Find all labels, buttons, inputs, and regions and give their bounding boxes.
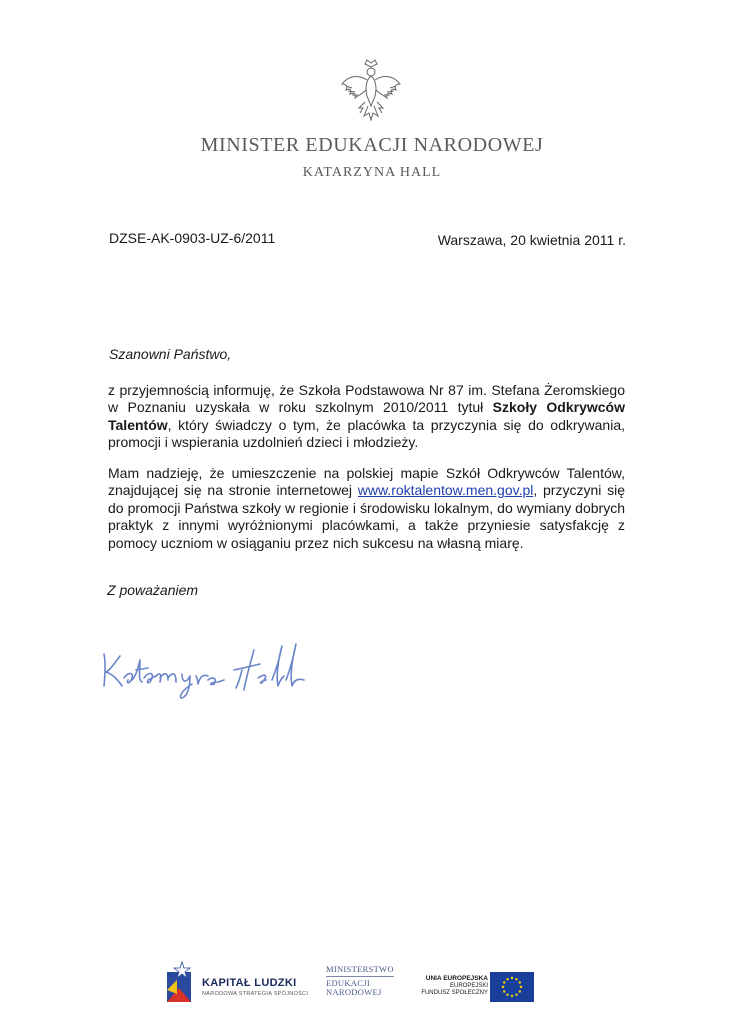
eu-star	[511, 995, 513, 997]
paragraph-2-text-b: , przyczyni się do promocji Państwa szkoły w regionie i środowisku lokalnym, do wymiany dobrych praktyk z innymi wyróżnionymi placówkami, a także przyniesie satysfakcję z pomocy uczniom w osiąganiu przez nich sukcesu na własną miarę.	[108, 482, 625, 551]
ministry-line-1: MINISTERSTWO	[326, 964, 394, 974]
eu-star	[515, 978, 517, 980]
paragraph-1-text-a: z przyjemnością informuję, że Szkoła Podstawowa Nr 87 im. Stefana Żeromskiego w Poznaniu uzyskała w roku szkolnym 2010/2011 tytuł	[108, 382, 625, 416]
eu-star	[511, 977, 513, 979]
eu-star	[520, 986, 522, 988]
ministry-line-2: EDUKACJI	[326, 978, 370, 988]
eu-text-block	[420, 975, 488, 998]
polish-eagle-emblem-icon	[338, 58, 404, 128]
paragraph-1	[108, 382, 625, 452]
eu-star	[506, 994, 508, 996]
website-link[interactable]: www.roktalentow.men.gov.pl	[357, 482, 534, 499]
kapital-ludzki-subtitle: NARODOWA STRATEGIA SPÓJNOŚCI	[202, 991, 309, 997]
eu-line-2: EUROPEJSKI	[449, 982, 488, 989]
eu-line-3: FUNDUSZ SPOŁECZNY	[421, 990, 488, 996]
eu-line-1: UNIA EUROPEJSKA	[425, 975, 488, 982]
salutation: Szanowni Państwo,	[109, 346, 232, 362]
award-title: Szkoły Odkrywców Talentów	[108, 399, 625, 433]
minister-title: MINISTER EDUKACJI NARODOWEJ	[200, 134, 544, 156]
eu-star	[506, 978, 508, 980]
eu-star	[503, 981, 505, 983]
eu-star	[503, 990, 505, 992]
paragraph-1-text-b: , który świadczy o tym, że placówka ta przyczynia się do odkrywania, promocji i wspierania uzdolnień dzieci i młodzieży.	[108, 416, 625, 451]
handwritten-signature	[98, 640, 328, 700]
ministry-line-3: NARODOWEJ	[326, 987, 382, 997]
minister-name: KATARZYNA HALL	[302, 165, 442, 180]
ministry-separator	[326, 976, 394, 977]
eu-flag-icon	[490, 972, 534, 1002]
kapital-ludzki-title: KAPITAŁ LUDZKI	[202, 977, 297, 989]
paragraph-2	[108, 465, 625, 552]
eu-star	[515, 994, 517, 996]
closing: Z poważaniem	[107, 582, 199, 598]
paragraph-2-text-a: Mam nadzieję, że umieszczenie na polskiej mapie Szkół Odkrywców Talentów, znajdującej się na stronie internetowej	[108, 465, 625, 499]
eu-star	[502, 986, 504, 988]
eu-star	[519, 990, 521, 992]
kapital-ludzki-star-logo-icon	[165, 960, 195, 1006]
reference-number: DZSE-AK-0903-UZ-6/2011	[109, 230, 276, 246]
eu-star	[519, 981, 521, 983]
letter-date: Warszawa, 20 kwietnia 2011 r.	[437, 232, 626, 248]
ministry-logo	[326, 965, 406, 997]
